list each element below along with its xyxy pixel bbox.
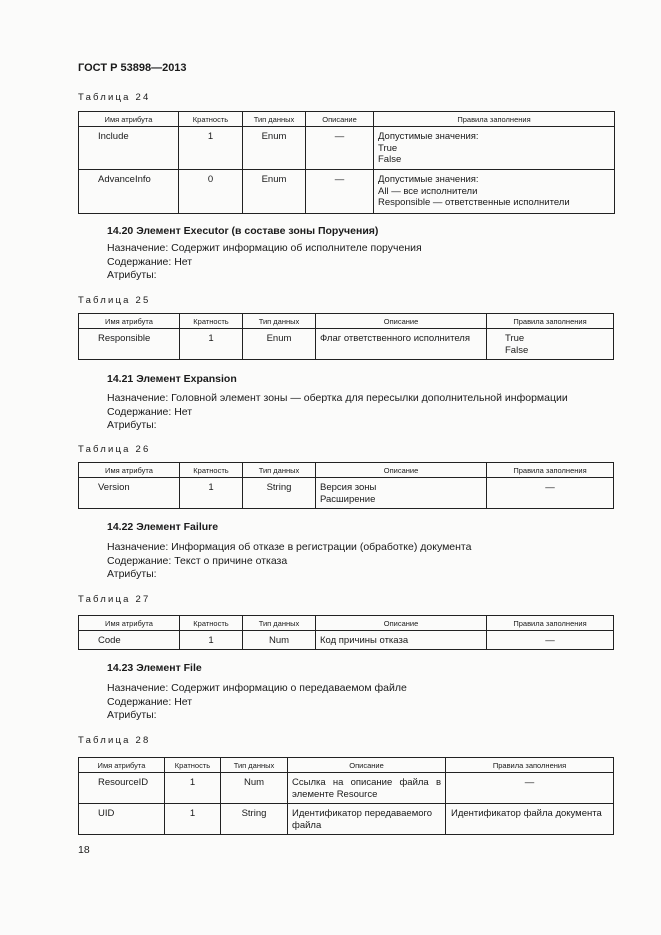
col-header-name: Имя атрибута [79,758,165,773]
table-row [79,170,615,214]
col-header-mult: Кратность [180,463,243,478]
cell-desc [288,804,446,835]
rule-line: False [378,154,402,165]
content-line: Содержание: Нет [107,405,193,418]
table-row [79,631,614,650]
rule-line: False [505,344,529,356]
rule-line: True [505,333,525,344]
col-header-mult: Кратность [179,112,243,127]
purpose-line: Назначение: Содержит информацию об исполнителе поручения [107,242,422,254]
col-header-desc: Описание [306,112,374,127]
cell-type: Enum [243,127,306,170]
cell-name: Include [79,127,179,170]
col-header-mult: Кратность [180,616,243,631]
table-header-row [79,758,614,773]
cell-name: Version [79,478,180,509]
table-24-caption: Таблица 24 [78,92,151,103]
cell-type: Num [243,631,316,650]
table-28 [78,757,614,835]
cell-type: String [221,804,288,835]
cell-mult: 1 [180,329,243,360]
cell-desc: Код причины отказа [316,631,487,650]
cell-desc [288,773,446,804]
table-row [79,329,614,360]
cell-mult: 1 [180,478,243,509]
cell-rules [374,127,615,170]
purpose-line: Назначение: Головной элемент зоны — обертка для пересылки дополнительной информации [107,392,568,404]
cell-rules: — [446,773,614,804]
table-27 [78,615,614,650]
desc-line: Идентификатор передаваемого [292,808,433,819]
cell-mult: 1 [179,127,243,170]
cell-type: String [243,478,316,509]
col-header-name: Имя атрибута [79,314,180,329]
col-header-type: Тип данных [243,314,316,329]
col-header-rules: Правила заполнения [487,314,614,329]
table-header-row [79,463,614,478]
section-body [107,682,407,723]
rule-line: True [378,142,398,154]
col-header-desc: Описание [316,463,487,478]
col-header-desc: Описание [288,758,446,773]
cell-name: UID [79,804,165,835]
table-24 [78,111,615,214]
cell-rules [487,329,614,360]
cell-mult: 1 [165,804,221,835]
cell-desc: — [306,170,374,214]
desc-line: Версия зоны [320,482,377,493]
rule-line: All — все исполнители [378,185,478,197]
purpose-line: Назначение: Содержит информацию о передаваемом файле [107,682,407,694]
col-header-type: Тип данных [243,616,316,631]
col-header-desc: Описание [316,314,487,329]
attributes-line: Атрибуты: [107,709,157,721]
cell-name: Responsible [79,329,180,360]
table-header-row [79,314,614,329]
section-title: 14.20 Элемент Executor (в составе зоны Поручения) [107,225,379,237]
section-title: 14.22 Элемент Failure [107,521,219,533]
col-header-type: Тип данных [243,112,306,127]
col-header-rules: Правила заполнения [374,112,615,127]
cell-type: Enum [243,329,316,360]
content-line: Содержание: Нет [107,255,193,268]
section-body [107,242,422,283]
desc-line: Расширение [320,493,376,505]
table-27-caption: Таблица 27 [78,594,151,605]
table-28-caption: Таблица 28 [78,735,151,746]
attributes-line: Атрибуты: [107,568,157,580]
table-25-caption: Таблица 25 [78,295,151,306]
cell-rules [374,170,615,214]
cell-desc: — [306,127,374,170]
cell-name: AdvanceInfo [79,170,179,214]
col-header-name: Имя атрибута [79,616,180,631]
attributes-line: Атрибуты: [107,269,157,281]
col-header-rules: Правила заполнения [487,616,614,631]
cell-type: Num [221,773,288,804]
table-row [79,127,615,170]
cell-desc [316,478,487,509]
table-header-row [79,616,614,631]
table-header-row [79,112,615,127]
rule-line: Допустимые значения: [378,131,479,142]
desc-line: Ссылка на описание файла в [292,777,441,788]
section-title: 14.23 Элемент File [107,662,202,674]
cell-mult: 1 [165,773,221,804]
col-header-name: Имя атрибута [79,112,179,127]
table-row [79,478,614,509]
section-title: 14.21 Элемент Expansion [107,373,237,385]
table-26-caption: Таблица 26 [78,444,151,455]
cell-name: ResourceID [79,773,165,804]
table-26 [78,462,614,509]
col-header-mult: Кратность [180,314,243,329]
col-header-type: Тип данных [221,758,288,773]
col-header-mult: Кратность [165,758,221,773]
rule-line: Допустимые значения: [378,174,479,185]
cell-type: Enum [243,170,306,214]
cell-rules: Идентификатор файла документа [446,804,614,835]
page-number: 18 [78,844,90,856]
col-header-name: Имя атрибута [79,463,180,478]
col-header-type: Тип данных [243,463,316,478]
table-25 [78,313,614,360]
cell-rules: — [487,631,614,650]
attributes-line: Атрибуты: [107,419,157,431]
table-row [79,773,614,804]
cell-name: Code [79,631,180,650]
section-body [107,541,471,582]
purpose-line: Назначение: Информация об отказе в регистрации (обработке) документа [107,541,472,553]
col-header-desc: Описание [316,616,487,631]
section-body [107,392,568,433]
document-header: ГОСТ Р 53898—2013 [78,62,187,74]
content-line: Содержание: Нет [107,695,193,708]
cell-desc: Флаг ответственного исполнителя [316,329,487,360]
content-line: Содержание: Текст о причине отказа [107,554,288,567]
col-header-rules: Правила заполнения [487,463,614,478]
cell-mult: 0 [179,170,243,214]
desc-line: файла [292,819,322,831]
cell-mult: 1 [180,631,243,650]
table-row [79,804,614,835]
col-header-rules: Правила заполнения [446,758,614,773]
rule-line: Responsible — ответственные исполнители [378,197,570,208]
cell-rules: — [487,478,614,509]
desc-line: элементе Resource [292,788,378,800]
